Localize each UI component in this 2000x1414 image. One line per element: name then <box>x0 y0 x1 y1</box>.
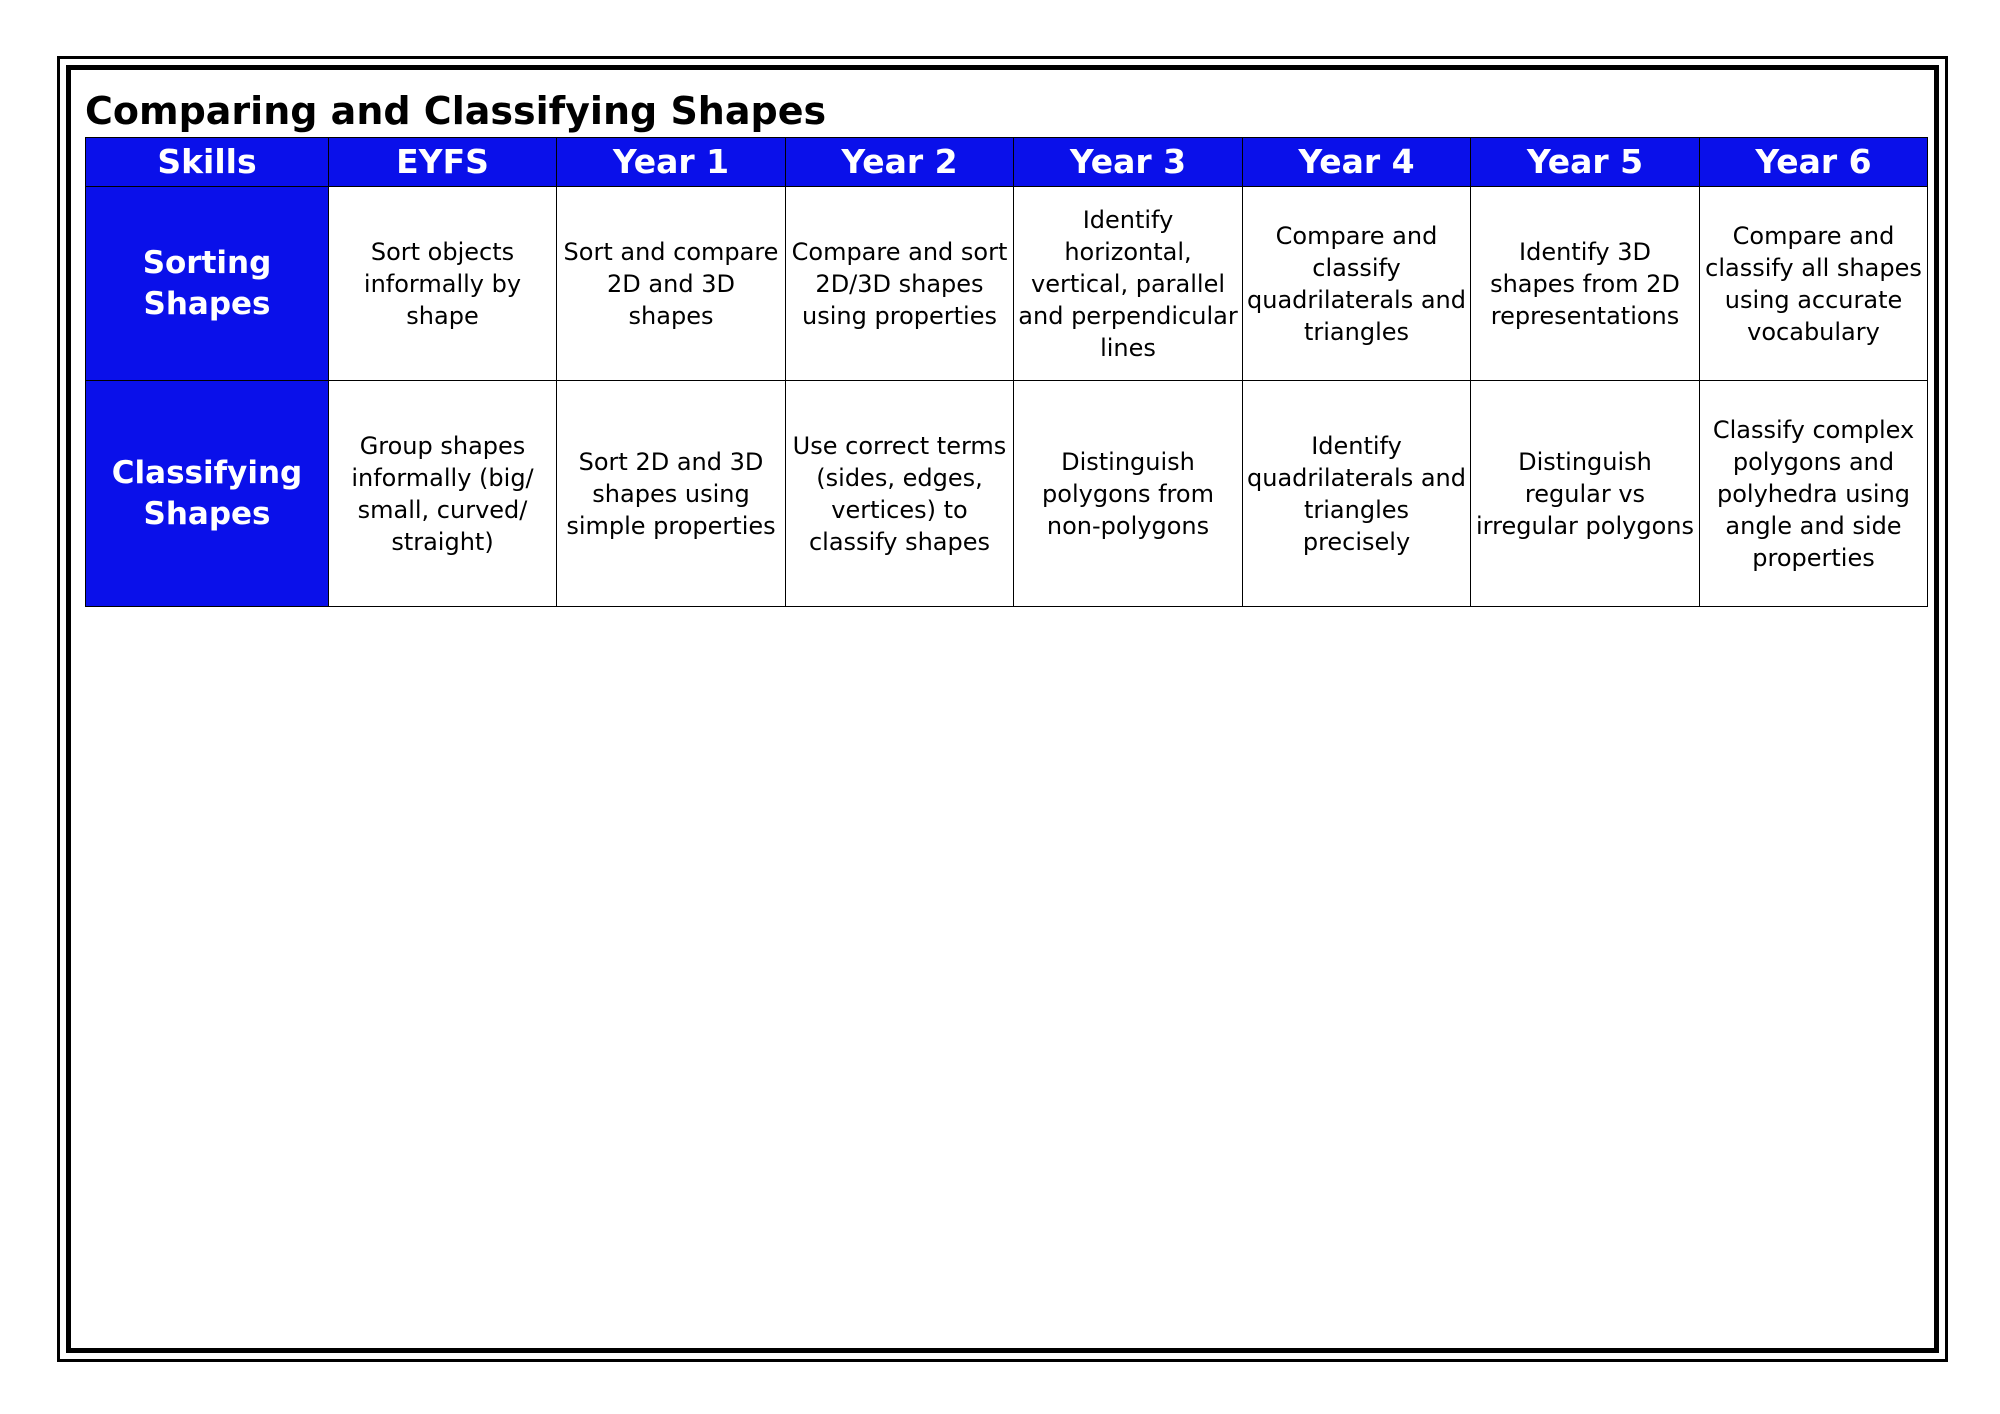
table-cell: Compare and classify quadrilaterals and triangles <box>1243 187 1471 381</box>
table-cell: Compare and classify all shapes using accurate vocabulary <box>1700 187 1928 381</box>
header-year-1: Year 1 <box>557 138 786 187</box>
table-cell: Classify complex polygons and polyhedra using angle and side properties <box>1700 381 1928 607</box>
page-title: Comparing and Classifying Shapes <box>85 89 827 133</box>
table-cell: Distinguish polygons from non-polygons <box>1014 381 1243 607</box>
header-year-4: Year 4 <box>1243 138 1471 187</box>
table-cell: Sort objects informally by shape <box>329 187 557 381</box>
header-year-5: Year 5 <box>1471 138 1700 187</box>
header-skills: Skills <box>86 138 329 187</box>
table-cell: Sort 2D and 3D shapes using simple properties <box>557 381 786 607</box>
header-year-2: Year 2 <box>786 138 1014 187</box>
table-header-row <box>86 138 1928 187</box>
header-year-6: Year 6 <box>1700 138 1928 187</box>
table-row <box>86 381 1928 607</box>
table-cell: Group shapes informally (big/ small, curved/ straight) <box>329 381 557 607</box>
table-cell: Identify horizontal, vertical, parallel and perpendicular lines <box>1014 187 1243 381</box>
header-eyfs: EYFS <box>329 138 557 187</box>
table-cell: Use correct terms (sides, edges, vertices) to classify shapes <box>786 381 1014 607</box>
table-cell: Sort and compare 2D and 3D shapes <box>557 187 786 381</box>
table-cell: Identify quadrilaterals and triangles precisely <box>1243 381 1471 607</box>
table-cell: Compare and sort 2D/3D shapes using properties <box>786 187 1014 381</box>
table-cell: Identify 3D shapes from 2D representations <box>1471 187 1700 381</box>
table-cell: Distinguish regular vs irregular polygons <box>1471 381 1700 607</box>
skills-progression-table <box>85 137 1928 607</box>
header-year-3: Year 3 <box>1014 138 1243 187</box>
table-row <box>86 187 1928 381</box>
skill-label: Sorting Shapes <box>86 187 329 381</box>
skill-label: Classifying Shapes <box>86 381 329 607</box>
